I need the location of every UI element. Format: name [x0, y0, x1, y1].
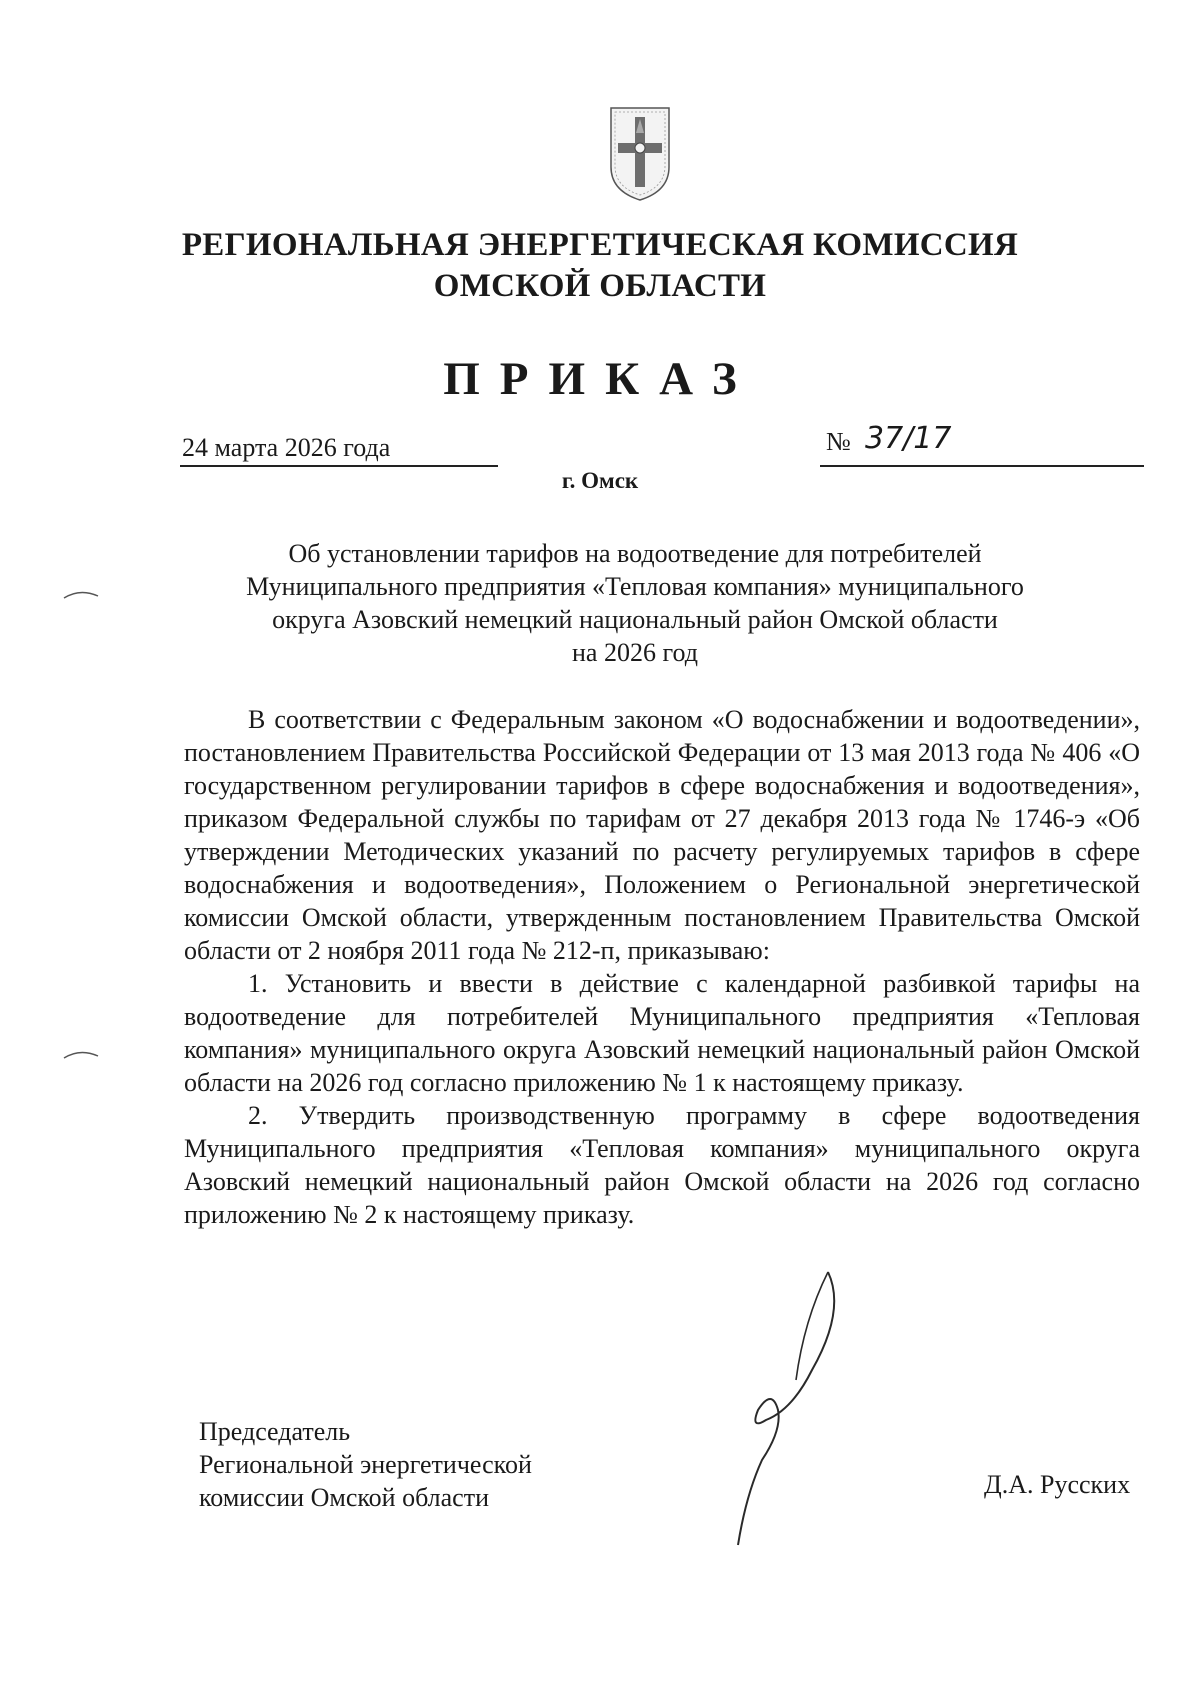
omsk-coat-of-arms-icon — [608, 105, 672, 203]
document-body — [184, 703, 1140, 1231]
title-line: Об установлении тарифов на водоотведение для потребителей — [288, 539, 982, 568]
order-item-2: 2. Утвердить производственную программу в сфере водоотведения Муниципального предприятия «Тепловая компания» муниципального округа Азовский немецкий национальный район Омской области на 2026 год согласно приложению № 2 к настоящему приказу. — [184, 1101, 1140, 1229]
signatory-position — [199, 1415, 532, 1514]
title-line: Муниципального предприятия «Тепловая компания» муниципального — [246, 572, 1024, 601]
punch-mark — [62, 588, 100, 600]
preamble-paragraph: В соответствии с Федеральным законом «О водоснабжении и водоотведении», постановлением Правительства Российской Федерации от 13 мая 2013 года № 406 «О государственном регулировании тарифов в сфере водоснабжения и водоотведения», приказом Федеральной службы по тарифам от 27 декабря 2013 года № 1746-э «Об утверждении Методических указаний по расчету регулируемых тарифов в сфере водоснабжения и водоотведения», Положением о Региональной энергетической комиссии Омской области, утвержденным постановлением Правительства Омской области от 2 ноября 2011 года № 212-п, приказываю: — [184, 705, 1140, 965]
number-underline — [820, 465, 1144, 467]
number-label: № — [826, 427, 851, 456]
document-number: 37/17 — [865, 421, 952, 456]
position-line: Председатель — [199, 1417, 351, 1446]
title-line: на 2026 год — [572, 638, 698, 667]
date-underline — [180, 465, 498, 467]
position-line: комиссии Омской области — [199, 1483, 489, 1512]
title-line: округа Азовский немецкий национальный район Омской области — [272, 605, 998, 634]
position-line: Региональной энергетической — [199, 1450, 532, 1479]
punch-mark — [62, 1048, 100, 1060]
order-item-1: 1. Установить и ввести в действие с календарной разбивкой тарифы на водоотведение для потребителей Муниципального предприятия «Тепловая компания» муниципального округа Азовский немецкий национальный район Омской области на 2026 год согласно приложению № 1 к настоящему приказу. — [184, 969, 1140, 1097]
document-date: 24 марта 2026 года — [182, 433, 391, 462]
city: г. Омск — [561, 468, 639, 493]
signer-name: Д.А. Русских — [984, 1470, 1131, 1499]
organization-name-line1: РЕГИОНАЛЬНАЯ ЭНЕРГЕТИЧЕСКАЯ КОМИССИЯ — [181, 227, 1019, 263]
document-title — [200, 537, 1070, 669]
handwritten-signature — [720, 1270, 860, 1550]
organization-name-line2: ОМСКОЙ ОБЛАСТИ — [433, 268, 767, 304]
document-type: ПРИКАЗ — [443, 353, 757, 405]
